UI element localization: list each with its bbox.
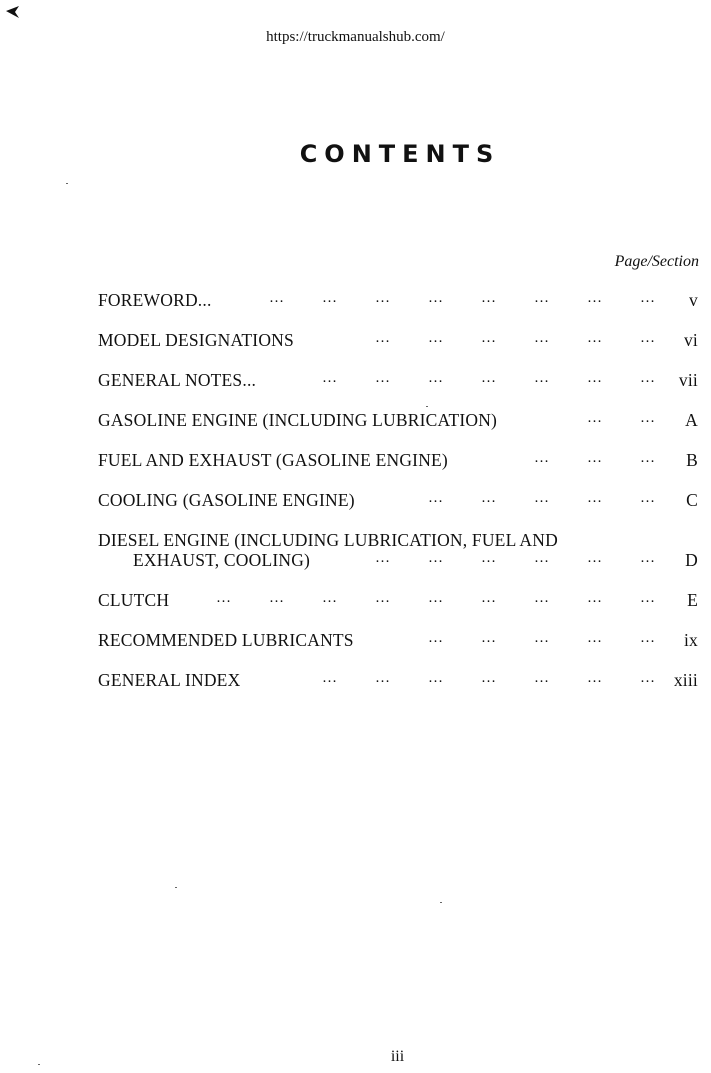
- toc-entry-page: vii: [678, 370, 698, 390]
- dot-leader: …: [640, 550, 656, 566]
- toc-entry[interactable]: [98, 630, 698, 670]
- toc-entry-title: FUEL AND EXHAUST (GASOLINE ENGINE): [98, 450, 448, 470]
- dot-leader: …: [481, 630, 497, 646]
- toc-entry[interactable]: [98, 490, 698, 530]
- dot-leader: …: [481, 590, 497, 606]
- dot-leader: …: [269, 590, 285, 606]
- scan-speck: [38, 1064, 40, 1065]
- toc-entry-title: GASOLINE ENGINE (INCLUDING LUBRICATION): [98, 410, 498, 430]
- dot-leader: …: [322, 590, 338, 606]
- dot-leaders: [98, 330, 698, 352]
- dot-leader: …: [428, 550, 444, 566]
- dot-leader: …: [481, 490, 497, 506]
- dot-leader: …: [481, 670, 497, 686]
- toc-entry-page: v: [689, 290, 698, 310]
- dot-leader: …: [587, 410, 603, 426]
- back-arrow-icon[interactable]: [4, 3, 22, 21]
- dot-leader: …: [587, 290, 603, 306]
- dot-leader: …: [534, 670, 550, 686]
- toc-entry-page: B: [686, 450, 698, 470]
- dot-leader: …: [428, 630, 444, 646]
- toc-entry-page: D: [685, 550, 698, 570]
- dot-leader: …: [322, 670, 338, 686]
- dot-leader: …: [534, 590, 550, 606]
- dot-leaders: [98, 290, 698, 312]
- dot-leader: …: [640, 330, 656, 346]
- dot-leader: …: [375, 290, 391, 306]
- dot-leader: …: [640, 450, 656, 466]
- column-header: Page/Section: [614, 253, 699, 270]
- dot-leader: …: [375, 550, 391, 566]
- dot-leader: …: [375, 670, 391, 686]
- dot-leaders: [98, 410, 698, 432]
- dot-leaders: [98, 550, 698, 572]
- dot-leaders: [98, 370, 698, 392]
- page-number: iii: [390, 1048, 405, 1065]
- dot-leader: …: [640, 670, 656, 686]
- dot-leader: …: [269, 290, 285, 306]
- dot-leader: …: [428, 670, 444, 686]
- dot-leader: …: [587, 550, 603, 566]
- dot-leader: …: [428, 590, 444, 606]
- toc-entry-title: DIESEL ENGINE (INCLUDING LUBRICATION, FUEL AND: [98, 530, 558, 550]
- dot-leader: …: [587, 330, 603, 346]
- toc-entry-page: E: [687, 590, 698, 610]
- toc-entry-page: vi: [683, 330, 698, 350]
- toc-entry[interactable]: [98, 670, 698, 710]
- toc-entry-title: MODEL DESIGNATIONS: [98, 330, 294, 350]
- dot-leader: …: [375, 370, 391, 386]
- dot-leader: …: [640, 590, 656, 606]
- toc-entry[interactable]: [98, 330, 698, 370]
- dot-leader: …: [216, 590, 232, 606]
- dot-leader: …: [587, 370, 603, 386]
- dot-leader: …: [481, 370, 497, 386]
- scan-speck: [440, 902, 442, 903]
- dot-leader: …: [534, 290, 550, 306]
- dot-leader: …: [428, 330, 444, 346]
- scan-speck: [426, 406, 428, 407]
- dot-leader: …: [640, 370, 656, 386]
- dot-leader: …: [481, 330, 497, 346]
- toc-entry-title: CLUTCH: [98, 590, 170, 610]
- dot-leader: …: [640, 490, 656, 506]
- toc-entry-title-continued: EXHAUST, COOLING): [133, 550, 311, 570]
- dot-leader: …: [481, 550, 497, 566]
- toc-entry-page: ix: [683, 630, 698, 650]
- dot-leader: …: [375, 590, 391, 606]
- toc-entry[interactable]: [98, 590, 698, 630]
- dot-leader: …: [587, 490, 603, 506]
- dot-leader: …: [587, 670, 603, 686]
- toc-entry-page: A: [685, 410, 698, 430]
- dot-leader: …: [534, 490, 550, 506]
- dot-leader: …: [587, 590, 603, 606]
- toc-entry[interactable]: [98, 370, 698, 410]
- dot-leaders: [98, 490, 698, 512]
- dot-leader: …: [587, 630, 603, 646]
- page-title: CONTENTS: [299, 140, 501, 168]
- dot-leader: …: [481, 290, 497, 306]
- dot-leader: …: [428, 290, 444, 306]
- toc-entry-page: xiii: [673, 670, 698, 690]
- toc-entry[interactable]: [98, 410, 698, 450]
- dot-leader: …: [428, 490, 444, 506]
- table-of-contents: [98, 290, 698, 710]
- dot-leader: …: [322, 370, 338, 386]
- dot-leaders: [98, 630, 698, 652]
- dot-leader: …: [534, 370, 550, 386]
- toc-entry-page: C: [686, 490, 698, 510]
- toc-entry[interactable]: [98, 530, 698, 590]
- dot-leader: …: [587, 450, 603, 466]
- dot-leaders: [98, 670, 698, 692]
- dot-leader: …: [375, 330, 391, 346]
- dot-leader: …: [534, 550, 550, 566]
- dot-leader: …: [534, 330, 550, 346]
- source-url[interactable]: https://truckmanualshub.com/: [266, 29, 445, 45]
- dot-leader: …: [534, 450, 550, 466]
- toc-entry-title: COOLING (GASOLINE ENGINE): [98, 490, 355, 510]
- dot-leaders: [98, 590, 698, 612]
- dot-leaders: [98, 450, 698, 472]
- dot-leader: …: [640, 290, 656, 306]
- dot-leader: …: [534, 630, 550, 646]
- toc-entry-title: GENERAL NOTES...: [98, 370, 257, 390]
- toc-entry-title: RECOMMENDED LUBRICANTS: [98, 630, 354, 650]
- dot-leader: …: [640, 630, 656, 646]
- dot-leader: …: [322, 290, 338, 306]
- dot-leader: …: [640, 410, 656, 426]
- toc-entry[interactable]: [98, 290, 698, 330]
- scan-speck: [66, 183, 68, 184]
- toc-entry[interactable]: [98, 450, 698, 490]
- toc-entry-title: GENERAL INDEX: [98, 670, 241, 690]
- toc-entry-title: FOREWORD...: [98, 290, 212, 310]
- dot-leader: …: [428, 370, 444, 386]
- scan-speck: [175, 887, 177, 888]
